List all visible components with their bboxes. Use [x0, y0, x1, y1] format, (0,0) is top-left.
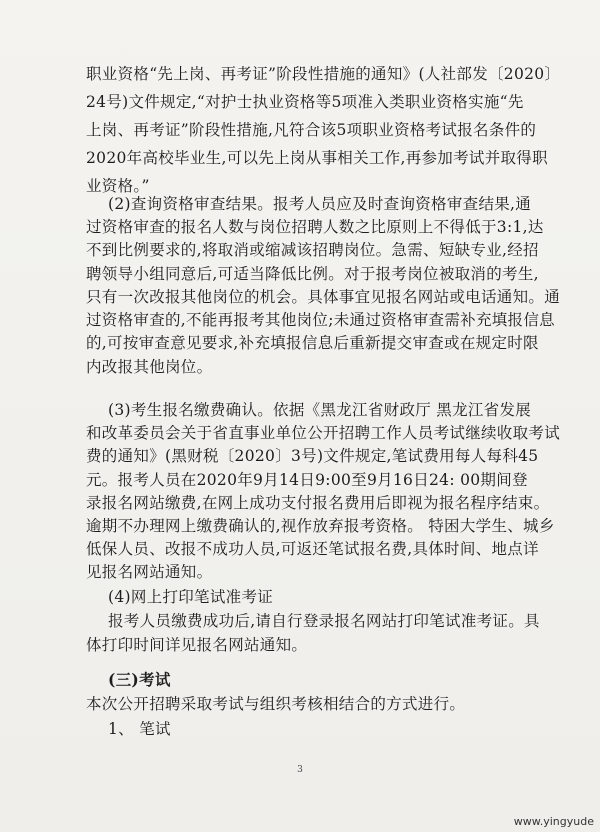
section-heading: (三)考试	[108, 670, 171, 689]
text-line: 元。报考人员在2020年9月14日9:00至9月16日24: 00期间登	[86, 471, 528, 489]
text-line: 不到比例要求的,将取消或缩减该招聘岗位。急需、短缺专业,经招	[86, 241, 539, 259]
text-line: 逾期不办理网上缴费确认的,视作放弃报考资格。 特困大学生、城乡	[86, 517, 555, 535]
text-line: 低保人员、改报不成功人员,可返还笔试报名费,具体时间、地点详	[86, 540, 539, 558]
text-line: 的,可按审查意见要求,补充填报信息后重新提交审查或在规定时限	[86, 334, 539, 352]
text-line: 24号)文件规定,“对护士执业资格等5项准入类职业资格实施“先	[86, 93, 524, 111]
section-heading: (4)网上打印笔试准考证	[108, 588, 274, 606]
text-line: 职业资格“先上岗、再考证”阶段性措施的通知》(人社部发〔2020〕	[86, 65, 561, 83]
text-line: (2)查询资格审查结果。报考人员应及时查询资格审查结果,通	[108, 195, 532, 213]
watermark-text: www.yingyude	[513, 815, 594, 828]
text-line: 上岗、再考证”阶段性措施,凡符合该5项职业资格考试报名条件的	[86, 121, 537, 139]
page-number: 3	[297, 765, 303, 775]
section-heading: 1、 笔试	[108, 720, 171, 738]
text-line: 业资格。”	[86, 177, 150, 195]
text-line: 聘领导小组同意后,可适当降低比例。对于报考岗位被取消的考生,	[86, 265, 539, 283]
text-line: (3)考生报名缴费确认。依据《黑龙江省财政厅 黑龙江省发展	[108, 401, 532, 419]
text-line: 内改报其他岗位。	[86, 358, 213, 376]
text-line: 只有一次改报其他岗位的机会。具体事宜见报名网站或电话通知。通	[86, 288, 561, 306]
text-line: 费的通知》(黑财税〔2020〕3号)文件规定,笔试费用每人每科45	[86, 447, 539, 465]
text-line: 过资格审查的,不能再报考其他岗位;未通过资格审查需补充填报信息	[86, 311, 555, 329]
text-line: 体打印时间详见报名网站通知。	[86, 636, 308, 654]
text-line: 2020年高校毕业生,可以先上岗从事相关工作,再参加考试并取得职	[86, 149, 548, 167]
text-line: 见报名网站通知。	[86, 563, 213, 581]
text-line: 过资格审查的报名人数与岗位招聘人数之比原则上不得低于3:1,达	[86, 218, 544, 236]
text-line: 本次公开招聘采取考试与组织考核相结合的方式进行。	[86, 695, 466, 713]
text-line: 录报名网站缴费,在网上成功支付报名费用后即视为报名程序结束。	[86, 494, 550, 512]
text-line: 报考人员缴费成功后,请自行登录报名网站打印笔试准考证。具	[108, 612, 540, 630]
text-line: 和改革委员会关于省直事业单位公开招聘工作人员考试继续收取考试	[86, 424, 561, 442]
